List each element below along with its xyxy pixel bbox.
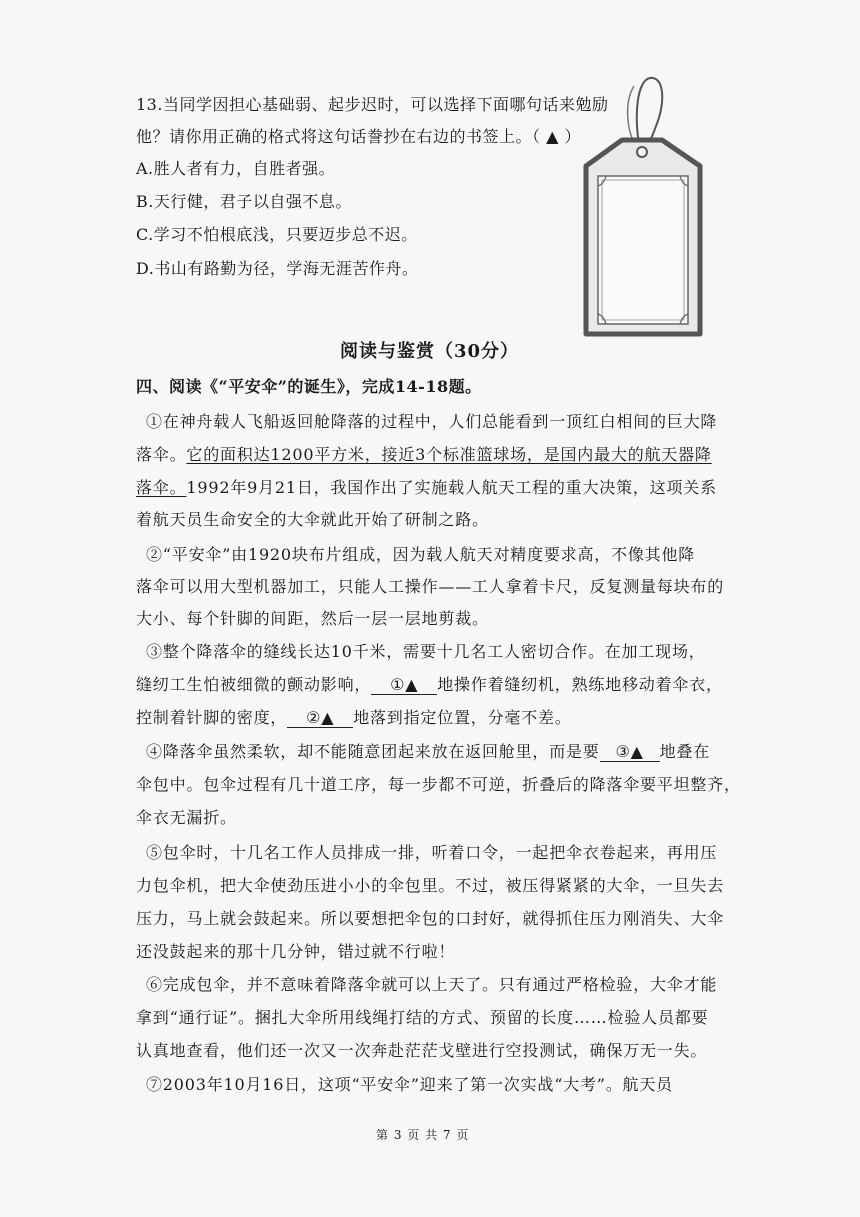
paragraph-2-line-3: 大小、每个针脚的间距，然后一层一层地剪裁。 — [136, 609, 489, 628]
option-d: D.书山有路勤为径，学海无涯苦作舟。 — [136, 259, 419, 278]
paragraph-1-line-1: ①在神舟载人飞船返回舱降落的过程中，人们总能看到一顶红白相间的巨大降 — [146, 412, 718, 431]
paragraph-6-line-3: 认真地查看，他们还一次又一次奔赴茫茫戈壁进行空投测试，确保万无一失。 — [136, 1041, 708, 1060]
paragraph-5-line-3: 压力，马上就会鼓起来。所以要想把伞包的口封好，就得抓住压力刚消失、大伞 — [136, 909, 725, 928]
question-13-line-2: 他？请你用正确的格式将这句话誊抄在右边的书签上。（ ▲ ） — [136, 127, 581, 146]
paragraph-6-line-2: 拿到“通行证”。捆扎大伞所用线绳打结的方式、预留的长度……检验人员都要 — [136, 1008, 709, 1027]
question-13-line-1: 13.当同学因担心基础弱、起步迟时，可以选择下面哪句话来勉励 — [136, 95, 609, 114]
page-footer: 第 3 页 共 7 页 — [376, 1128, 470, 1142]
option-a: A.胜人者有力，自胜者强。 — [136, 159, 336, 178]
paragraph-4-line-1: ④降落伞虽然柔软，却不能随意团起来放在返回舱里，而是要 ③▲ 地叠在 — [146, 742, 711, 761]
fill-blank-1[interactable]: ①▲ — [371, 675, 437, 695]
paragraph-2-line-1: ②“平安伞”由1920块布片组成，因为载人航天对精度要求高，不像其他降 — [146, 545, 696, 564]
fill-blank-2[interactable]: ②▲ — [287, 708, 353, 728]
paragraph-4-line-3: 伞衣无漏折。 — [136, 808, 237, 827]
section-heading: 四、阅读《“平安伞”的诞生》，完成14-18题。 — [136, 377, 482, 396]
paragraph-3-line-1: ③整个降落伞的缝线长达10千米，需要十几名工人密切合作。在加工现场， — [146, 642, 706, 661]
bookmark-illustration — [578, 72, 708, 344]
paragraph-5-line-4: 还没鼓起来的那十几分钟，错过就不行啦！ — [136, 942, 456, 961]
paragraph-5-line-1: ⑤包伞时，十几名工作人员排成一排，听着口令，一起把伞衣卷起来，再用压 — [146, 843, 718, 862]
paragraph-1-line-4: 着航天员生命安全的大伞就此开始了研制之路。 — [136, 510, 489, 529]
paragraph-6-line-1: ⑥完成包伞，并不意味着降落伞就可以上天了。只有通过严格检验，大伞才能 — [146, 975, 718, 994]
paragraph-3-line-3: 控制着针脚的密度， ②▲ 地落到指定位置，分毫不差。 — [136, 708, 572, 727]
paragraph-1-line-2: 落伞。它的面积达1200平方米，接近3个标准篮球场，是国内最大的航天器降 — [136, 445, 712, 464]
underlined-sentence: 它的面积达1200平方米，接近3个标准篮球场，是国内最大的航天器降 — [186, 445, 712, 464]
option-b: B.天行健，君子以自强不息。 — [136, 192, 352, 211]
paragraph-2-line-2: 落伞可以用大型机器加工，只能人工操作——工人拿着卡尺，反复测量每块布的 — [136, 577, 725, 596]
fill-blank-3[interactable]: ③▲ — [600, 742, 660, 762]
paragraph-4-line-2: 伞包中。包伞过程有几十道工序，每一步都不可逆，折叠后的降落伞要平坦整齐， — [136, 775, 741, 794]
paragraph-1-line-3: 落伞。1992年9月21日，我国作出了实施载人航天工程的重大决策，这项关系 — [136, 478, 717, 497]
option-c: C.学习不怕根底浅，只要迈步总不迟。 — [136, 225, 418, 244]
paragraph-7-line-1: ⑦2003年10月16日，这项“平安伞”迎来了第一次实战“大考”。航天员 — [146, 1075, 673, 1094]
paragraph-3-line-2: 缝纫工生怕被细微的颤动影响， ①▲ 地操作着缝纫机，熟练地移动着伞衣， — [136, 675, 723, 694]
paragraph-5-line-2: 力包伞机，把大伞使劲压进小小的伞包里。不过，被压得紧紧的大伞，一旦失去 — [136, 876, 725, 895]
section-title: 阅读与鉴赏（30分） — [340, 341, 520, 362]
